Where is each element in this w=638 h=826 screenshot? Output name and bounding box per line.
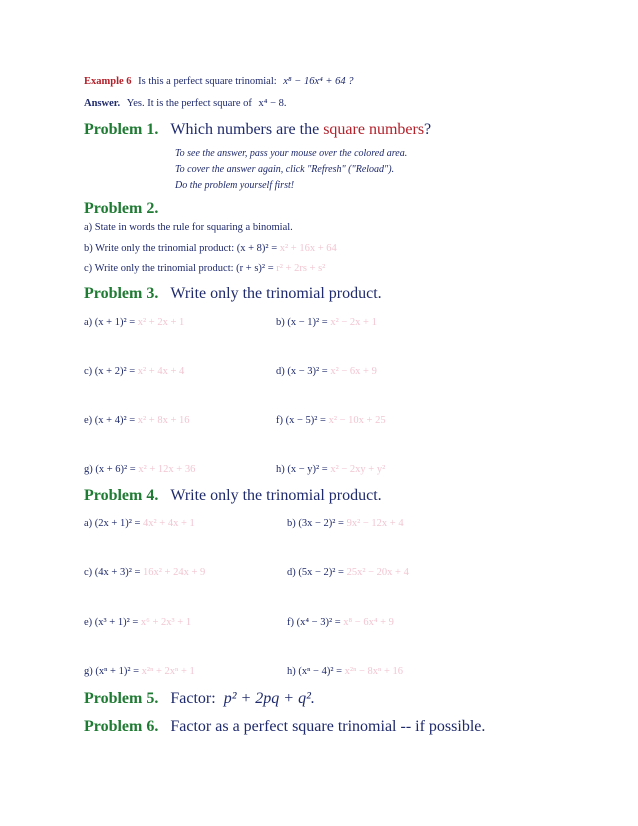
- problem-3d-answer[interactable]: x² − 6x + 9: [330, 366, 377, 377]
- problem-3h-answer[interactable]: x² − 2xy + y²: [330, 464, 386, 475]
- example-6: [84, 76, 353, 87]
- problem-4a: [84, 518, 195, 529]
- problem-2c-question: c) Write only the trinomial product: (r + s)² =: [84, 263, 274, 274]
- problem-4f: [287, 617, 394, 628]
- problem-6-label: Problem 6.: [84, 718, 159, 735]
- problem-3g-question: g) (x + 6)² =: [84, 464, 136, 475]
- example-label: Example 6: [84, 76, 132, 87]
- problem-1-label: Problem 1.: [84, 121, 159, 138]
- problem-3b-answer[interactable]: x² − 2x + 1: [330, 317, 377, 328]
- problem-4a-question: a) (2x + 1)² =: [84, 518, 141, 529]
- problem-4h-answer[interactable]: x²ⁿ − 8xⁿ + 16: [344, 666, 404, 677]
- problem-6-text: Factor as a perfect square trinomial -- if possible.: [170, 718, 486, 735]
- instruction-line-2: To cover the answer again, click "Refresh" ("Reload").: [175, 164, 395, 175]
- problem-4g: [84, 666, 195, 677]
- problem-4-heading: [84, 487, 382, 505]
- problem-5-heading: [84, 690, 315, 708]
- problem-3d-question: d) (x − 3)² =: [276, 366, 328, 377]
- problem-3c-answer[interactable]: x² + 4x + 4: [137, 366, 185, 377]
- square-numbers-link[interactable]: square numbers: [323, 121, 425, 138]
- problem-3a-question: a) (x + 1)² =: [84, 317, 136, 328]
- problem-4c-question: c) (4x + 3)² =: [84, 567, 141, 578]
- problem-3d: [276, 366, 377, 377]
- problem-3a: [84, 317, 184, 328]
- problem-4h: [287, 666, 403, 677]
- example-expression: x⁸ − 16x⁴ + 64 ?: [283, 76, 354, 87]
- problem-1-heading: [84, 121, 431, 139]
- problem-4c-answer[interactable]: 16x² + 24x + 9: [143, 567, 206, 578]
- problem-3b: [276, 317, 377, 328]
- problem-5-expression: p² + 2pq + q².: [223, 690, 315, 707]
- problem-3-label: Problem 3.: [84, 285, 159, 302]
- problem-2b: [84, 243, 337, 254]
- problem-3f-question: f) (x − 5)² =: [276, 415, 326, 426]
- problem-3-title: Write only the trinomial product.: [170, 285, 382, 302]
- problem-4d-question: d) (5x − 2)² =: [287, 567, 344, 578]
- answer-label: Answer.: [84, 98, 121, 109]
- problem-3-heading: [84, 285, 382, 303]
- problem-3e-answer[interactable]: x² + 8x + 16: [137, 415, 190, 426]
- problem-4d: [287, 567, 409, 578]
- instruction-line-1: To see the answer, pass your mouse over the colored area.: [175, 148, 408, 159]
- answer-expression: x⁴ − 8.: [258, 98, 287, 109]
- problem-2b-question: b) Write only the trinomial product: (x + 8)² =: [84, 243, 278, 254]
- problem-3b-question: b) (x − 1)² =: [276, 317, 328, 328]
- problem-4h-question: h) (xⁿ − 4)² =: [287, 666, 343, 677]
- problem-3a-answer[interactable]: x² + 2x + 1: [137, 317, 185, 328]
- problem-4-title: Write only the trinomial product.: [170, 487, 382, 504]
- problem-1-text: Which numbers are the: [170, 121, 320, 138]
- problem-3f-answer[interactable]: x² − 10x + 25: [328, 415, 386, 426]
- example-answer: [84, 98, 287, 109]
- problem-2a: a) State in words the rule for squaring a binomial.: [84, 222, 293, 233]
- problem-2-heading: [84, 200, 158, 218]
- problem-4f-question: f) (x⁴ − 3)² =: [287, 617, 341, 628]
- example-question: Is this a perfect square trinomial:: [138, 76, 277, 87]
- problem-4e: [84, 617, 191, 628]
- problem-3h: [276, 464, 385, 475]
- problem-3e-question: e) (x + 4)² =: [84, 415, 136, 426]
- problem-4b: [287, 518, 404, 529]
- problem-3f: [276, 415, 386, 426]
- problem-4c: [84, 567, 205, 578]
- problem-5-label: Problem 5.: [84, 690, 159, 707]
- problem-3h-question: h) (x − y)² =: [276, 464, 328, 475]
- problem-4-label: Problem 4.: [84, 487, 159, 504]
- problem-4e-answer[interactable]: x⁶ + 2x³ + 1: [140, 617, 192, 628]
- problem-3g-answer[interactable]: x² + 12x + 36: [138, 464, 196, 475]
- problem-2-label: Problem 2.: [84, 200, 159, 217]
- problem-4b-answer[interactable]: 9x² − 12x + 4: [346, 518, 404, 529]
- problem-5-text: Factor:: [170, 690, 216, 707]
- problem-4d-answer[interactable]: 25x² − 20x + 4: [346, 567, 409, 578]
- problem-4e-question: e) (x³ + 1)² =: [84, 617, 139, 628]
- answer-text: Yes. It is the perfect square of: [126, 98, 252, 109]
- problem-2c: [84, 263, 325, 274]
- problem-6-heading: [84, 718, 485, 736]
- problem-4a-answer[interactable]: 4x² + 4x + 1: [143, 518, 195, 529]
- problem-2c-answer[interactable]: r² + 2rs + s²: [276, 263, 326, 274]
- problem-1-question-mark: ?: [424, 121, 432, 138]
- instruction-line-3: Do the problem yourself first!: [175, 180, 295, 191]
- problem-2b-answer[interactable]: x² + 16x + 64: [279, 243, 337, 254]
- problem-3g: [84, 464, 195, 475]
- problem-4b-question: b) (3x − 2)² =: [287, 518, 344, 529]
- problem-3c: [84, 366, 184, 377]
- problem-3c-question: c) (x + 2)² =: [84, 366, 136, 377]
- problem-3e: [84, 415, 190, 426]
- problem-4f-answer[interactable]: x⁸ − 6x⁴ + 9: [343, 617, 394, 628]
- problem-4g-answer[interactable]: x²ⁿ + 2xⁿ + 1: [141, 666, 195, 677]
- problem-4g-question: g) (xⁿ + 1)² =: [84, 666, 140, 677]
